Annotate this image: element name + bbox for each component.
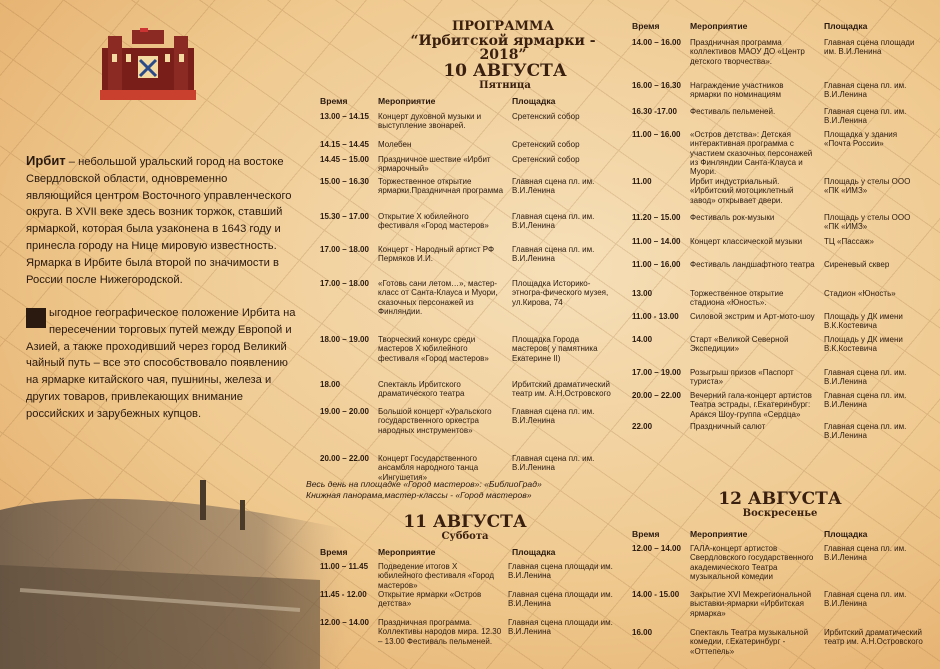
row-venue: Сретенский собор — [512, 140, 580, 149]
row-event: Праздничная программа коллективов МАОУ ДО «Центр детского творчества». — [690, 38, 805, 66]
row-time: 12.00 – 14.00 — [632, 544, 681, 553]
drop-cap-v — [26, 308, 46, 328]
row-event: Подведение итогов X юбилейного фестиваля «Город мастеров» — [378, 562, 494, 590]
row-event: Ирбит индустриальный. «Ирбитский мотоциклетный завод» открывает двери. — [690, 177, 794, 205]
row-venue: Сиреневый сквер — [824, 260, 890, 269]
row-event: Концерт духовной музыки и выступление звонарей. — [378, 112, 482, 131]
day11-schedule-left — [320, 548, 620, 669]
row-time: 16.00 — [632, 628, 653, 637]
row-venue: Площадь у стелы ООО «ПК «ИМЗ» — [824, 177, 911, 196]
row-time: 17.00 – 19.00 — [632, 368, 681, 377]
row-time: 11.00 – 16.00 — [632, 260, 681, 269]
row-event: Праздничная программа. Коллективы народов мира. 12.30 – 13.00 Фестиваль пельменей. — [378, 618, 502, 646]
row-time: 13.00 — [632, 289, 653, 298]
row-time: 17.00 – 18.00 — [320, 245, 369, 254]
row-venue: Площадка Города мастеров( у памятника Екатерине II) — [512, 335, 598, 363]
old-town-photo — [0, 470, 350, 669]
row-event: Открытие ярмарки «Остров детства» — [378, 590, 482, 609]
day10-header-time: Время — [320, 96, 348, 106]
day11-header-time: Время — [320, 547, 348, 557]
row-time: 14.15 – 14.45 — [320, 140, 369, 149]
day11-date: 11 АВГУСТА — [403, 512, 527, 532]
row-venue: ТЦ «Пассаж» — [824, 237, 874, 246]
row-time: 12.00 – 14.00 — [320, 618, 369, 627]
day10-schedule — [306, 96, 620, 500]
row-event: Фестиваль рок-музыки — [690, 213, 775, 222]
day12-title — [690, 490, 870, 519]
day10-note-1: Весь день на площадке «Город мастеров»: «БиблиоГрад» — [306, 479, 542, 489]
row-time: 17.00 – 18.00 — [320, 279, 369, 288]
row-venue: Главная сцена пл. им. В.И.Ленина — [512, 245, 595, 264]
row-time: 11.00 – 14.00 — [632, 237, 681, 246]
day11-weekday: Суббота — [441, 531, 489, 542]
row-venue: Главная сцена площади им. В.И.Ленина — [508, 562, 613, 581]
row-venue: Главная сцена пл. им. В.И.Ленина — [824, 368, 907, 387]
row-event: Концерт Государственного ансамбля народного танца «Ингушетия» — [378, 454, 479, 482]
row-venue: Стадион «Юность» — [824, 289, 896, 298]
row-venue: Главная сцена пл. им. В.И.Ленина — [512, 407, 595, 426]
geography-text: ыгодное географическое положение Ирбита на пересечении торговых путей между Европой и Азией, а также проходивший через город Великий чайный путь – все это способствовало появлению на ярмарке китайского чая, пушнины, железа и других товаров, привлекающих внимание российских и зарубежных купцов. — [26, 307, 296, 420]
day11-header-event: Мероприятие — [378, 547, 436, 557]
day11-right-header-time: Время — [632, 21, 660, 31]
row-event: Силовой экстрим и Арт-мото-шоу — [690, 312, 815, 321]
day12-header-time: Время — [632, 529, 660, 539]
day10-date: 10 АВГУСТА — [443, 61, 567, 81]
row-time: 14.00 - 15.00 — [632, 590, 680, 599]
row-event: Спектакль Театра музыкальной комедии, г.Екатеринбург - «Оттепель» — [690, 628, 809, 656]
row-venue: Главная сцена пл. им. В.И.Ленина — [512, 454, 595, 473]
geography-paragraph — [26, 305, 296, 423]
row-venue: Площадка Историко-этногра-фического музея, ул.Кирова, 74 — [512, 279, 609, 307]
day11-title — [385, 513, 545, 542]
intro-paragraph — [26, 153, 296, 288]
row-time: 19.00 – 20.00 — [320, 407, 369, 416]
row-venue: Главная сцена площади им. В.И.Ленина — [508, 618, 613, 637]
row-time: 11.00 – 11.45 — [320, 562, 369, 571]
row-time: 18.00 – 19.00 — [320, 335, 369, 344]
row-event: Розыгрыш призов «Паспорт туриста» — [690, 368, 794, 387]
row-time: 11.00 - 13.00 — [632, 312, 679, 321]
row-time: 18.00 — [320, 380, 341, 389]
city-hall-emblem-icon — [100, 28, 196, 108]
row-venue: Ирбитский драматический театр им. А.Н.Островского — [512, 380, 611, 399]
row-time: 14.00 — [632, 335, 653, 344]
row-venue: Главная сцена пл. им. В.И.Ленина — [512, 212, 595, 231]
day10-header-venue: Площадка — [512, 96, 556, 106]
row-time: 11.00 – 16.00 — [632, 130, 681, 139]
day10-title — [390, 62, 620, 91]
row-venue: Площадь у ДК имени В.К.Костевича — [824, 335, 903, 354]
row-venue: Главная сцена пл. им. В.И.Ленина — [824, 107, 907, 126]
row-venue: Сретенский собор — [512, 112, 580, 121]
row-time: 16.00 – 16.30 — [632, 81, 681, 90]
row-time: 11.45 - 12.00 — [320, 590, 367, 599]
day10-note-2: Книжная панорама,мастер-классы - «Город мастеров» — [306, 490, 532, 500]
row-time: 20.00 – 22.00 — [632, 391, 681, 400]
row-event: «Готовь сани летом…», мастер-класс от Санта-Клауса и Муори, сказочных персонажей из Финляндии. — [378, 279, 498, 316]
row-time: 11.00 — [632, 177, 652, 186]
row-event: Фестиваль ландшафтного театра — [690, 260, 815, 269]
day12-header-event: Мероприятие — [690, 529, 748, 539]
row-event: ГАЛА-концерт артистов Свердловского государственного академического Театра музыкальной комедии — [690, 544, 814, 581]
row-event: Награждение участников ярмарки по номинациям — [690, 81, 784, 100]
fair-name: “Ирбитской ярмарки - 2018” — [410, 33, 596, 63]
row-venue: Ирбитский драматический театр им. А.Н.Островского — [824, 628, 923, 647]
row-event: Старт «Великой Северной Экспедиции» — [690, 335, 789, 354]
row-time: 15.00 – 16.30 — [320, 177, 369, 186]
program-label: ПРОГРАММА — [451, 19, 555, 34]
day10-header-event: Мероприятие — [378, 96, 436, 106]
row-event: Праздничное шествие «Ирбит ярмарочный» — [378, 155, 491, 174]
day11-right-header-venue: Площадка — [824, 21, 868, 31]
row-event: Творческий конкурс среди мастеров X юбилейного фестиваля «Город мастеров» — [378, 335, 489, 363]
row-event: Фестиваль пельменей. — [690, 107, 776, 116]
day12-weekday: Воскресенье — [742, 508, 818, 519]
row-event: Спектакль Ирбитского драматического театра — [378, 380, 465, 399]
row-venue: Главная сцена пл. им. В.И.Ленина — [824, 422, 907, 441]
row-event: Молебен — [378, 140, 412, 149]
row-time: 15.30 – 17.00 — [320, 212, 369, 221]
row-time: 20.00 – 22.00 — [320, 454, 369, 463]
row-venue: Главная сцена пл. им. В.И.Ленина — [824, 81, 907, 100]
row-event: Открытие X юбилейного фестиваля «Город мастеров» — [378, 212, 489, 231]
row-venue: Главная сцена площади им. В.И.Ленина — [508, 590, 613, 609]
row-event: Концерт - Народный артист РФ Пермяков И.И. — [378, 245, 495, 264]
row-time: 14.00 – 16.00 — [632, 38, 681, 47]
row-time: 11.20 – 15.00 — [632, 213, 681, 222]
row-venue: Главная сцена пл. им. В.И.Ленина — [824, 590, 907, 609]
row-venue: Главная сцена площади им. В.И.Ленина — [824, 38, 915, 57]
row-venue: Площадь у ДК имени В.К.Костевича — [824, 312, 903, 331]
row-venue: Главная сцена пл. им. В.И.Ленина — [512, 177, 595, 196]
row-time: 14.45 – 15.00 — [320, 155, 369, 164]
day12-schedule — [632, 530, 932, 669]
row-venue: Площадка у здания «Почта России» — [824, 130, 898, 149]
row-event: «Остров детства»: Детская интерактивная программа с участием сказочных персонажей из Финляндии Санта-Клауса и Муори. — [690, 130, 813, 177]
row-venue: Главная сцена пл. им. В.И.Ленина — [824, 544, 907, 563]
day11-schedule-right — [632, 22, 932, 462]
left-panel — [0, 0, 305, 669]
row-venue: Главная сцена пл. им. В.И.Ленина — [824, 391, 907, 410]
row-event: Закрытие XVI Межрегиональной выставки-ярмарки «Ирбитская ярмарка» — [690, 590, 812, 618]
day12-date: 12 АВГУСТА — [718, 489, 842, 509]
row-event: Большой концерт «Уральского государственного оркестра народных инструментов» — [378, 407, 492, 435]
day11-header-venue: Площадка — [512, 547, 556, 557]
program-title — [388, 20, 618, 62]
row-event: Торжественное открытие стадиона «Юность». — [690, 289, 784, 308]
day11-right-header-event: Мероприятие — [690, 21, 748, 31]
row-event: Концерт классической музыки — [690, 237, 803, 246]
row-event: Торжественное открытие ярмарки.Праздничная программа — [378, 177, 504, 196]
row-venue: Площадь у стелы ООО «ПК «ИМЗ» — [824, 213, 911, 232]
day12-header-venue: Площадка — [824, 529, 868, 539]
intro-text: – небольшой уральский город на востоке Свердловской области, одновременно являющийся центром Восточного управленческого округа. В XVII веке здесь возник торжок, ставший ярмаркой, которая была узаконена в 1643 году и принесла городу на Нице мировую известность. Ярмарка в Ирбите была второй по значимости в России после Нижегородской. — [26, 156, 292, 286]
row-time: 16.30 -17.00 — [632, 107, 677, 116]
day10-weekday: Пятница — [479, 80, 531, 91]
row-venue: Сретенский собор — [512, 155, 580, 164]
row-time: 22.00 — [632, 422, 653, 431]
row-event: Вечерний гала-концерт артистов Театра эстрады, г.Екатеринбург: Аракся Шоу-группа «Сердца» — [690, 391, 812, 419]
row-event: Праздничный салют — [690, 422, 766, 431]
row-time: 13.00 – 14.15 — [320, 112, 369, 121]
city-name: Ирбит — [26, 153, 66, 168]
